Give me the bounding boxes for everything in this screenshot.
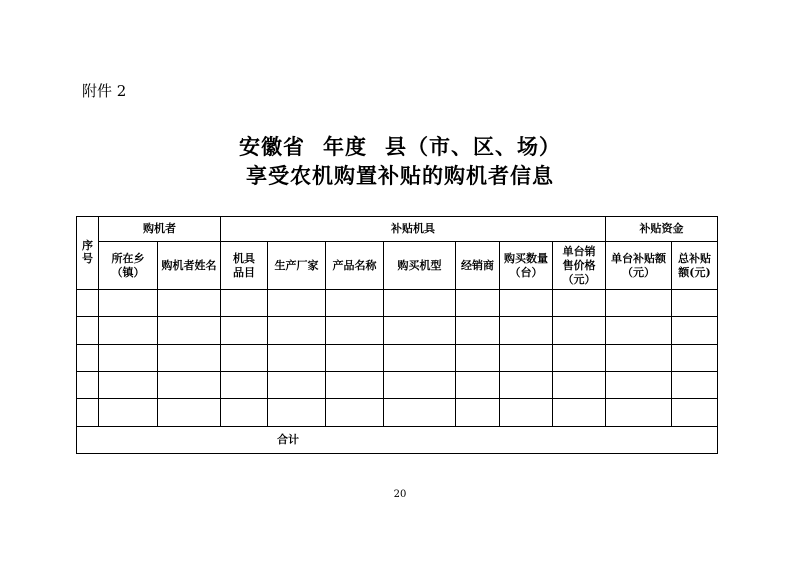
table-cell [268,399,326,426]
table-cell [99,399,158,426]
table-total-row [77,426,718,453]
table-cell [158,289,221,316]
title-county: 县（市、区、场） [385,134,561,159]
header-funds: 补贴资金 [606,217,718,242]
table-cell [384,317,456,344]
table-cell [672,289,718,316]
table-cell [77,344,99,371]
table-cell [77,317,99,344]
table-cell [77,289,99,316]
table-cell [606,289,672,316]
table-cell [77,371,99,398]
table-cell [326,399,384,426]
table-header-row-2 [77,242,718,290]
table-cell [99,289,158,316]
table-cell [606,399,672,426]
table-cell [268,371,326,398]
header-quantity: 购买数量（台） [500,242,553,290]
table-cell [268,289,326,316]
table-cell [77,399,99,426]
header-dealer: 经销商 [456,242,500,290]
table-cell [99,344,158,371]
table-cell [456,317,500,344]
header-machine: 补贴机具 [221,217,606,242]
document-title-line1 [0,131,800,161]
table-cell [456,371,500,398]
table-cell [221,317,268,344]
table-cell [158,344,221,371]
table-row [77,399,718,426]
table-cell [500,344,553,371]
header-unit-price: 单台销售价格（元） [553,242,606,290]
table-cell [221,371,268,398]
table-cell [672,399,718,426]
table-cell [268,344,326,371]
table-cell [553,344,606,371]
header-model: 购买机型 [384,242,456,290]
table-cell [221,344,268,371]
header-total-subsidy: 总补贴额(元) [672,242,718,290]
table-cell [672,371,718,398]
table-cell [606,371,672,398]
table-cell [384,344,456,371]
table-cell [326,371,384,398]
attachment-label: 附件 2 [82,82,127,100]
table-cell [384,399,456,426]
header-buyer-name: 购机者姓名 [158,242,221,290]
header-seq: 序号 [77,217,99,290]
table-cell [158,317,221,344]
table-cell [268,317,326,344]
table-row [77,344,718,371]
table-cell [456,289,500,316]
buyer-info-table [76,216,718,454]
table-cell [500,289,553,316]
page-number: 20 [393,489,407,500]
table-cell [553,371,606,398]
total-label: 合计 [77,426,718,453]
document-title-line2: 享受农机购置补贴的购机者信息 [246,163,554,188]
table-row [77,289,718,316]
table-cell [326,344,384,371]
table-row [77,371,718,398]
title-province: 安徽省 [239,134,305,159]
table-cell [384,371,456,398]
table-cell [553,399,606,426]
table-cell [158,371,221,398]
table-cell [99,371,158,398]
header-product-name: 产品名称 [326,242,384,290]
table-cell [326,289,384,316]
header-unit-subsidy: 单台补贴额（元） [606,242,672,290]
table-cell [326,317,384,344]
table-cell [672,344,718,371]
table-cell [456,344,500,371]
table-cell [500,371,553,398]
table-cell [221,289,268,316]
table-header-row-1 [77,217,718,242]
table-cell [553,289,606,316]
header-machine-item: 机具品目 [221,242,268,290]
table-cell [456,399,500,426]
header-manufacturer: 生产厂家 [268,242,326,290]
header-township: 所在乡（镇） [99,242,158,290]
title-year: 年度 [323,134,367,159]
table-cell [99,317,158,344]
table-cell [500,317,553,344]
table-cell [606,317,672,344]
header-buyer: 购机者 [99,217,221,242]
table-cell [221,399,268,426]
table-cell [384,289,456,316]
table-cell [672,317,718,344]
table-cell [500,399,553,426]
table-cell [158,399,221,426]
table-row [77,317,718,344]
table-cell [606,344,672,371]
table-cell [553,317,606,344]
